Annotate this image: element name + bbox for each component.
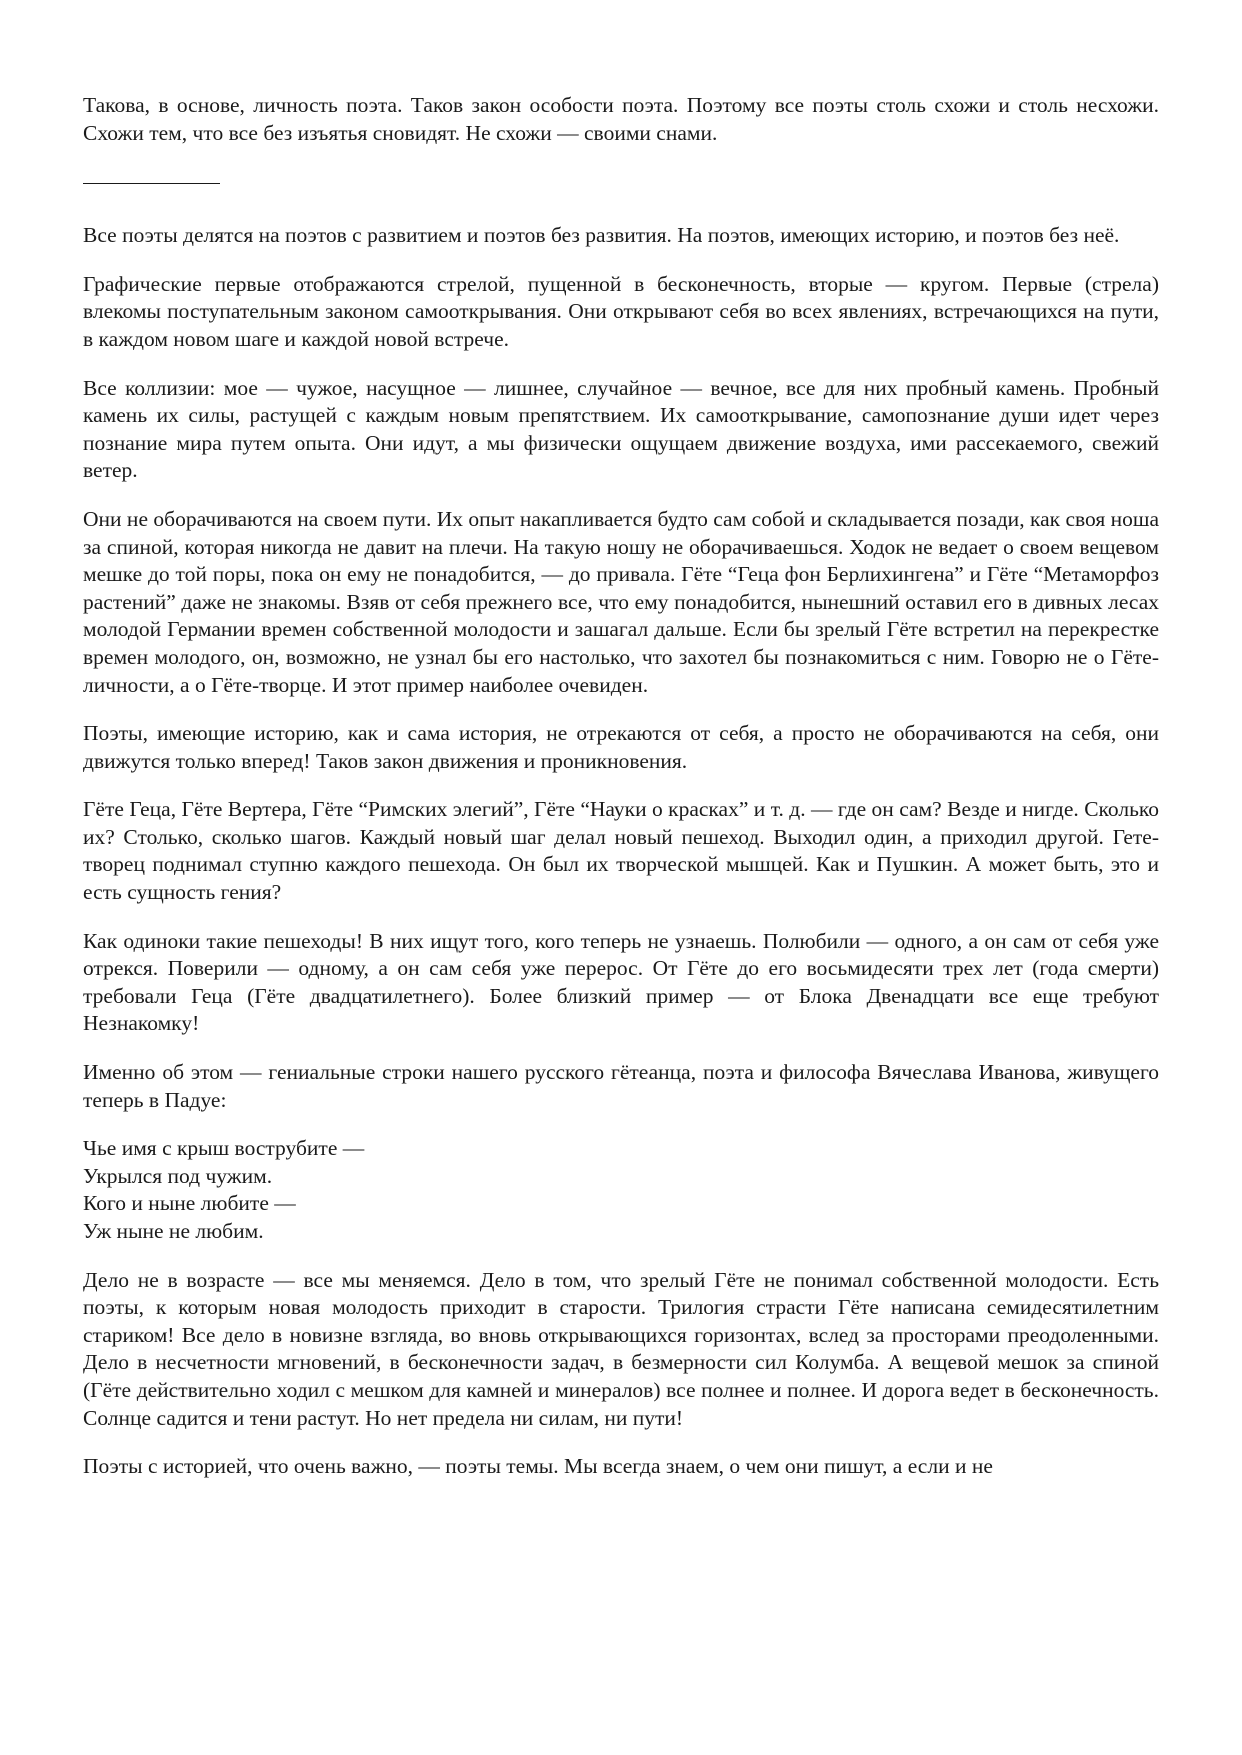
verse-line: Уж ныне не любим.	[83, 1219, 264, 1243]
paragraph: Дело не в возрасте — все мы меняемся. Дело в том, что зрелый Гёте не понимал собственной молодости. Есть поэты, к которым новая молодость приходит в старости. Трилогия страсти Гёте написана семидесятилетним стариком! Все дело в новизне взгляда, во вновь открывающихся горизонтах, вслед за просторами преодоленными. Дело в несчетности мгновений, в бесконечности задач, в безмерности сил Колумба. А вещевой мешок за спиной (Гёте действительно ходил с мешком для камней и минералов) все полнее и полнее. И дорога ведет в бесконечность. Солнце садится и тени растут. Но нет предела ни силам, ни пути!	[83, 1267, 1159, 1430]
paragraph: Поэты, имеющие историю, как и сама история, не отрекаются от себя, а просто не оборачиваются на себя, они движутся только вперед! Таков закон движения и проникновения.	[83, 721, 1159, 773]
paragraph: Поэты с историей, что очень важно, — поэты темы. Мы всегда знаем, о чем они пишут, а если и не	[83, 1454, 993, 1479]
document-page	[83, 92, 1159, 1481]
verse-quote	[83, 1135, 1159, 1245]
paragraph: Графические первые отображаются стрелой, пущенной в бесконечность, вторые — кругом. Первые (стрела) влекомы поступательным законом самооткрывания. Они открывают себя во всех явлениях, встречающихся на пути, в каждом новом шаге и каждой новой встрече.	[83, 271, 1159, 351]
verse-line: Кого и ныне любите —	[83, 1191, 296, 1216]
paragraph: Они не оборачиваются на своем пути. Их опыт накапливается будто сам собой и складывается позади, как своя ноша за спиной, которая никогда не давит на плечи. На такую ношу не оборачиваешься. Ходок не ведает о своем вещевом мешке до той поры, пока он ему не понадобится, — до привала. Гёте “Геца фон Берлихингена” и Гёте “Метаморфоз растений” даже не знакомы. Взяв от себя прежнего все, что ему понадобится, нынешний оставил его в дивных лесах молодой Германии времен собственной молодости и зашагал дальше. Если бы зрелый Гёте встретил на перекрестке времен молодого, он, возможно, не узнал бы его настолько, что захотел бы познакомиться с ним. Говорю не о Гёте-личности, а о Гёте-творце. И этот пример наиболее очевиден.	[83, 506, 1159, 697]
verse-line: Чье имя с крыш вострубите —	[83, 1136, 365, 1161]
paragraph: Именно об этом — гениальные строки нашего русского гётеанца, поэта и философа Вячеслава Иванова, живущего теперь в Падуе:	[83, 1060, 1159, 1112]
paragraph: Гёте Геца, Гёте Вертера, Гёте “Римских элегий”, Гёте “Науки о красках” и т. д. — где он сам? Везде и нигде. Сколько их? Столько, сколько шагов. Каждый новый шаг делал новый пешеход. Выходил один, а приходил другой. Гете-творец поднимал ступню каждого пешехода. Он был их творческой мышцей. Как и Пушкин. А может быть, это и есть сущность гения?	[83, 797, 1159, 905]
paragraph: Такова, в основе, личность поэта. Таков закон особости поэта. Поэтому все поэты столь схожи и столь несхожи. Схожи тем, что все без изъятья сновидят. Не схожи — своими снами.	[83, 93, 1159, 145]
section-divider	[83, 183, 220, 184]
verse-line: Укрылся под чужим.	[83, 1163, 273, 1188]
paragraph: Все поэты делятся на поэтов с развитием и поэтов без развития. На поэтов, имеющих историю, и поэтов без неё.	[83, 223, 1120, 248]
paragraph: Как одиноки такие пешеходы! В них ищут того, кого теперь не узнаешь. Полюбили — одного, а он сам от себя уже отрекся. Поверили — одному, а он сам себя уже перерос. От Гёте до его восьмидесяти трех лет (года смерти) требовали Геца (Гёте двадцатилетнего). Более близкий пример — от Блока Двенадцати все еще требуют Незнакомку!	[83, 928, 1159, 1036]
paragraph: Все коллизии: мое — чужое, насущное — лишнее, случайное — вечное, все для них пробный камень. Пробный камень их силы, растущей с каждым новым препятствием. Их самооткрывание, самопознание души идет через познание мира путем опыта. Они идут, а мы физически ощущаем движение воздуха, ими рассекаемого, свежий ветер.	[83, 375, 1159, 483]
